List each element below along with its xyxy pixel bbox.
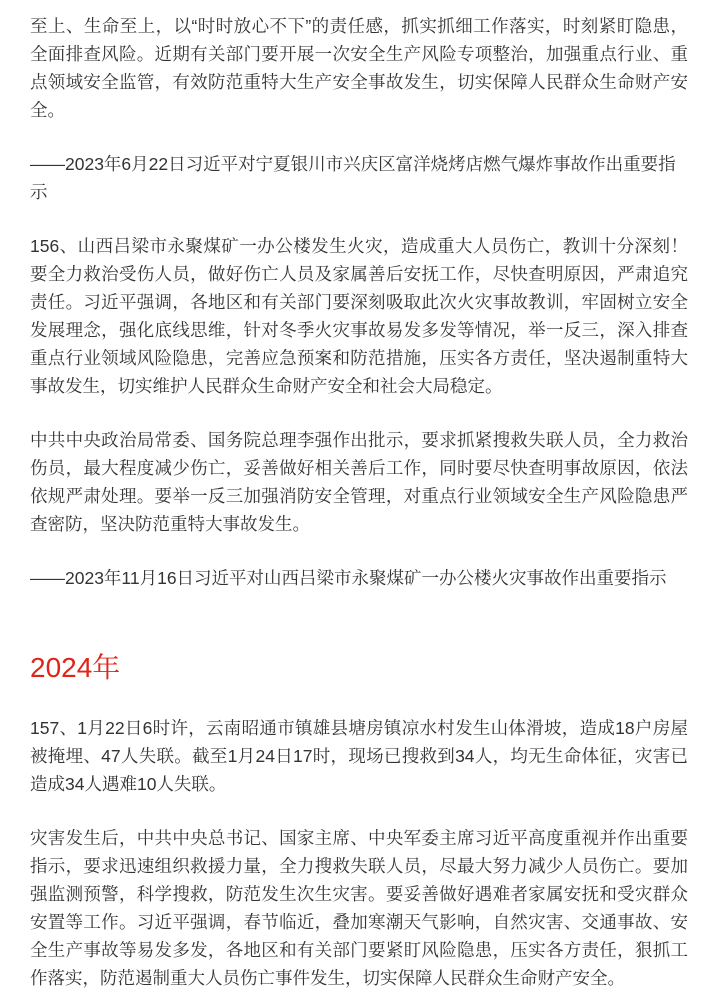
attribution-line-2023-11-16: ——2023年11月16日习近平对山西吕梁市永聚煤矿一办公楼火灾事故作出重要指示	[30, 568, 667, 588]
attribution-line-2023-06-22: ——2023年6月22日习近平对宁夏银川市兴庆区富洋烧烤店燃气爆炸事故作出重要指示	[30, 154, 676, 202]
document-page	[0, 12, 718, 988]
paragraph-continued-top-clipped: 至上、生命至上，以“时时放心不下”的责任感，抓实抓细工作落实，时刻紧盯隐患，全面排查风险。近期有关部门要开展一次安全生产风险专项整治，加强重点行业、重点领域安全监管，有效防范重特大生产安全事故发生，切实保障人民群众生命财产安全。	[30, 16, 688, 120]
year-heading-2024: 2024年	[30, 652, 121, 683]
article-body	[0, 12, 718, 992]
paragraph-li-qiang-instruction: 中共中央政治局常委、国务院总理李强作出批示，要求抓紧搜救失联人员，全力救治伤员，最大程度减少伤亡，妥善做好相关善后工作，同时要尽快查明事故原因，依法依规严肃处理。要举一反三加强消防安全管理，对重点行业领域安全生产风险隐患严查密防，坚决防范重特大事故发生。	[30, 430, 688, 534]
paragraph-xi-jinping-instruction-landslide: 灾害发生后，中共中央总书记、国家主席、中央军委主席习近平高度重视并作出重要指示，要求迅速组织救援力量，全力搜救失联人员，尽最大努力减少人员伤亡。要加强监测预警，科学搜救，防范发生次生灾害。要妥善做好遇难者家属安抚和受灾群众安置等工作。习近平强调，春节临近，叠加寒潮天气影响，自然灾害、交通事故、安全生产事故等易发多发，各地区和有关部门要紧盯风险隐患，压实各方责任，狠抓工作落实，防范遏制重大人员伤亡事件发生，切实保障人民群众生命财产安全。	[30, 828, 688, 988]
paragraph-incident-157: 157、1月22日6时许，云南昭通市镇雄县塘房镇凉水村发生山体滑坡，造成18户房屋被掩埋、47人失联。截至1月24日17时，现场已搜救到34人，均无生命体征，灾害已造成34人遇难10人失联。	[30, 718, 688, 794]
paragraph-incident-156: 156、山西吕梁市永聚煤矿一办公楼发生火灾，造成重大人员伤亡，教训十分深刻！要全力救治受伤人员，做好伤亡人员及家属善后安抚工作，尽快查明原因，严肃追究责任。习近平强调，各地区和有关部门要深刻吸取此次火灾事故教训，牢固树立安全发展理念，强化底线思维，针对冬季火灾事故易发多发等情况，举一反三，深入排查重点行业领域风险隐患，完善应急预案和防范措施，压实各方责任，坚决遏制重特大事故发生，切实维护人民群众生命财产安全和社会大局稳定。	[30, 236, 688, 396]
